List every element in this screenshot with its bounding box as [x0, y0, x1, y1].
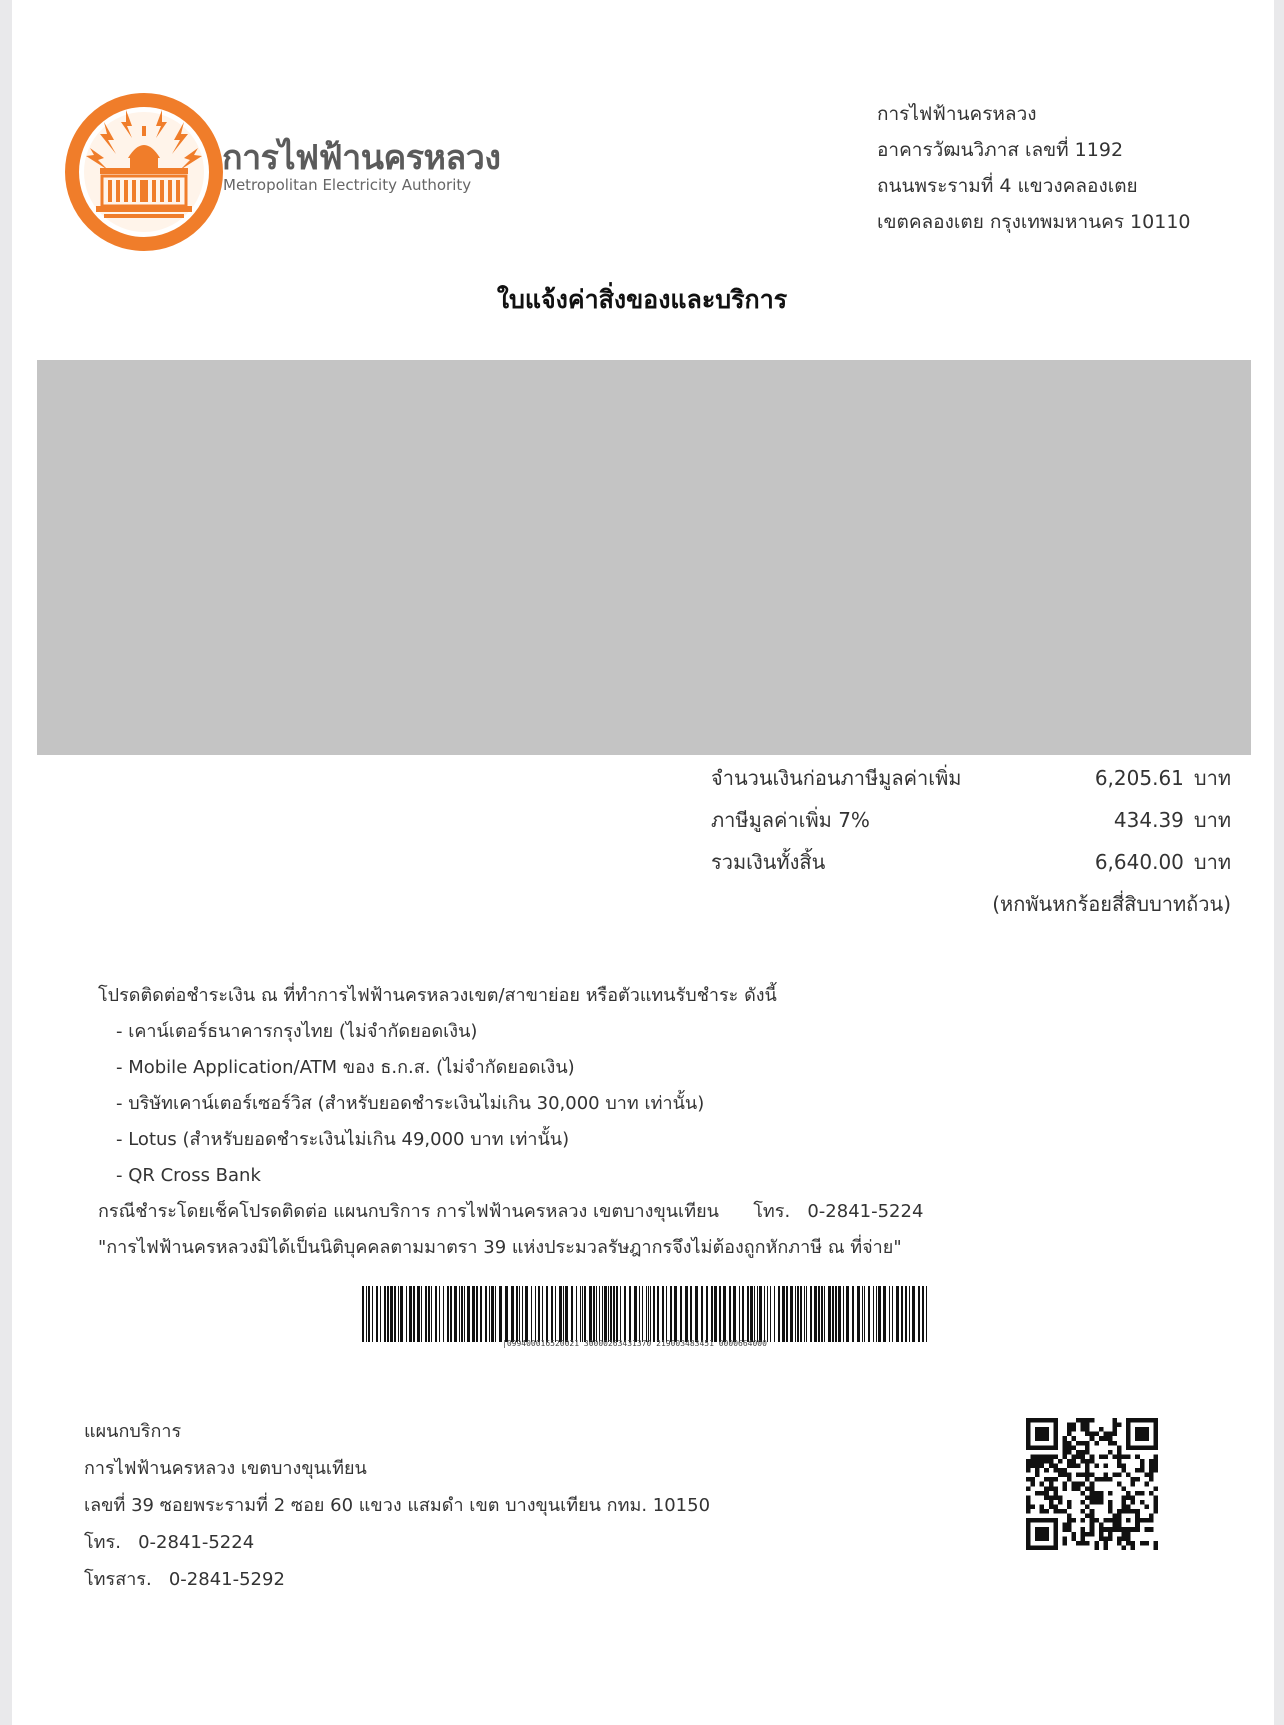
header-address-line: เขตคลองเตย กรุงเทพมหานคร 10110	[877, 211, 1191, 233]
header-address-line: การไฟฟ้านครหลวง	[877, 103, 1037, 125]
pre-vat-value: 6,205.61	[1094, 766, 1184, 790]
vat-row	[711, 804, 1231, 846]
payment-instructions	[98, 978, 923, 1266]
barcode-digits: |099400016520021 30000263431370 219003483451 0000664000	[502, 1339, 767, 1348]
pre-vat-amount	[1095, 762, 1231, 794]
currency-label: บาท	[1193, 850, 1231, 874]
total-label: รวมเงินทั้งสิ้น	[711, 850, 826, 874]
cheque-note: กรณีชำระโดยเช็คโปรดติดต่อ แผนกบริการ การไฟฟ้านครหลวง เขตบางขุนเทียน โทร. 0-2841-5224	[98, 1201, 924, 1222]
pre-vat-label: จำนวนเงินก่อนภาษีมูลค่าเพิ่ม	[711, 766, 962, 790]
footer-line: การไฟฟ้านครหลวง เขตบางขุนเทียน	[84, 1458, 367, 1479]
qr-code	[1026, 1418, 1158, 1550]
payment-barcode	[362, 1286, 932, 1342]
footer-line: แผนกบริการ	[84, 1421, 182, 1442]
payment-channel-item: - บริษัทเคาน์เตอร์เซอร์วิส (สำหรับยอดชำระเงินไม่เกิน 30,000 บาท เท่านั้น)	[116, 1093, 705, 1114]
footer-line: เลขที่ 39 ซอยพระรามที่ 2 ซอย 60 แขวง แสมดำ เขต บางขุนเทียน กทม. 10150	[84, 1495, 711, 1516]
payment-channel-item: - Lotus (สำหรับยอดชำระเงินไม่เกิน 49,000 บาท เท่านั้น)	[116, 1129, 570, 1150]
tax-note: "การไฟฟ้านครหลวงมิได้เป็นนิติบุคคลตามมาตรา 39 แห่งประมวลรัษฎากรจึงไม่ต้องถูกหักภาษี ณ ที่จ่าย"	[98, 1237, 902, 1258]
total-row	[711, 846, 1231, 888]
redacted-area	[37, 360, 1251, 755]
brand-name-english: Metropolitan Electricity Authority	[223, 176, 472, 194]
total-amount	[1095, 846, 1231, 878]
currency-label: บาท	[1193, 766, 1231, 790]
instructions-intro: โปรดติดต่อชำระเงิน ณ ที่ทำการไฟฟ้านครหลวงเขต/สาขาย่อย หรือตัวแทนรับชำระ ดังนี้	[98, 985, 777, 1006]
currency-label: บาท	[1193, 808, 1231, 832]
vat-value: 434.39	[1113, 808, 1184, 832]
mea-logo-icon	[64, 92, 224, 252]
payment-channel-item: - เคาน์เตอร์ธนาคารกรุงไทย (ไม่จำกัดยอดเงิน)	[116, 1021, 478, 1042]
footer-line: โทรสาร. 0-2841-5292	[84, 1569, 285, 1590]
footer-contact	[84, 1413, 710, 1598]
brand-name-thai: การไฟฟ้านครหลวง	[222, 138, 501, 178]
payment-channel-item: - Mobile Application/ATM ของ ธ.ก.ส. (ไม่จำกัดยอดเงิน)	[116, 1057, 575, 1078]
amount-in-words: (หกพันหกร้อยสี่สิบบาทถ้วน)	[992, 892, 1231, 916]
header-address	[877, 96, 1191, 240]
footer-line: โทร. 0-2841-5224	[84, 1532, 255, 1553]
pre-vat-row	[711, 762, 1231, 804]
header-address-line: อาคารวัฒนวิภาส เลขที่ 1192	[877, 139, 1124, 161]
totals-block	[711, 762, 1231, 920]
vat-label: ภาษีมูลค่าเพิ่ม 7%	[711, 808, 870, 832]
header-address-line: ถนนพระรามที่ 4 แขวงคลองเตย	[877, 175, 1138, 197]
total-value: 6,640.00	[1094, 850, 1184, 874]
payment-channel-item: - QR Cross Bank	[116, 1165, 261, 1186]
vat-amount	[1114, 804, 1231, 836]
document-title: ใบแจ้งค่าสิ่งของและบริการ	[496, 285, 788, 314]
